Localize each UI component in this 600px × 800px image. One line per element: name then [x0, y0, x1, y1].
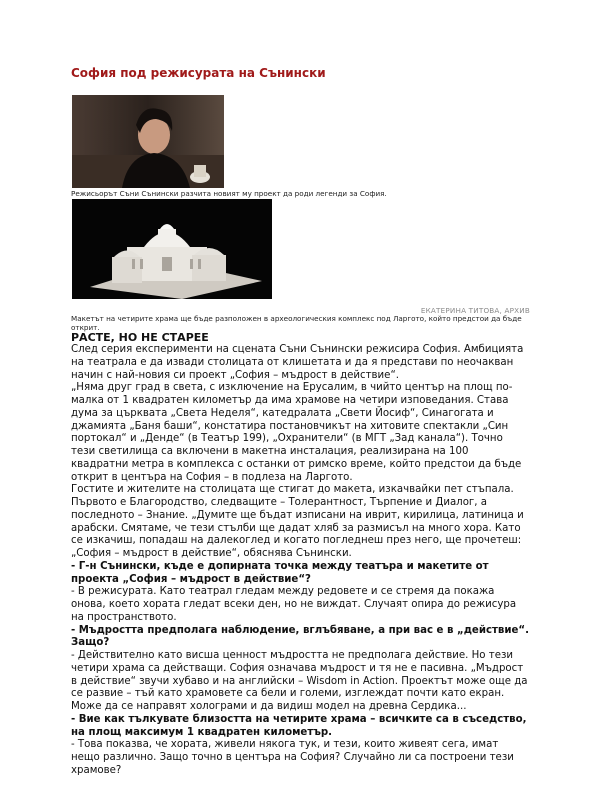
- photo-caption-1: Режисьорът Съни Сънински разчита новият му проект да роди легенди за София.: [71, 189, 387, 198]
- interview-answer: - Действително като висша ценност мъдростта не предполага действие. Но тези четири храма са действащи. София означава мъдрост и тя не е пасивна. „Мъдрост в действие“ звучи хубаво и на английски – Wisdom in Action. Проектът може още да се развие – тъй като храмовете са бели и големи, изглеждат почти като екран. Може да се направят холограми и да видиш модел на древна Сердика...: [71, 650, 528, 712]
- section-heading: РАСТЕ, НО НЕ СТАРЕЕ: [71, 331, 209, 344]
- interview-answer: - Това показва, че хората, живели някога тук, и тези, които живеят сега, имат нещо различно. Защо точно в центъра на София? Случайно ли са построени тези храмове?: [71, 739, 514, 776]
- photo-caption-2: Макетът на четирите храма ще бъде разположен в археологическия комплекс под Ларгото, който предстои да бъде открит.: [71, 314, 522, 332]
- interview-question: - Мъдростта предполага наблюдение, вглъбяване, а при вас е в „действие“. Защо?: [71, 624, 529, 649]
- interview-answer: - В режисурата. Като театрал гледам между редовете и се стремя да покажа онова, което хората гледат всеки ден, но не виждат. Случаят опира до режисура на пространството.: [71, 586, 517, 623]
- paragraph: „Няма друг град в света, с изключение на Ерусалим, в чийто център на площ по-малка от 1 квадратен километър да има храмове на четири изповедания. Става дума за църквата „Света Неделя“, катедралата „Свети Йосиф“, Синагогата и джамията „Баня баши“, констатира постановчикът на хитовите спектакли „Син портокал“ и „Денде“ (в Театър 199), „Охранители“ (в МГТ „Зад канала“). Точно тези светилища са включени в макетна инсталация, реализирана на 100 квадратни метра в комплекса с останки от римско време, който предстои да бъде открит в центъра на София – в подлеза на Ларгото.: [71, 382, 522, 483]
- director-photo-image: [72, 95, 224, 188]
- interview-question: - Г-н Сънински, къде е допирната точка между театъра и макетите от проекта „София – мъдрост в действие“?: [71, 560, 489, 585]
- paragraph: Гостите и жителите на столицата ще стигат до макета, изкачвайки пет стъпала. Първото е Благородство, следващите – Толерантност, Търпение и Диалог, а последното – Знание. „Думите ще бъдат изписани на иврит, кирилица, латиница и арабски. Смятаме, че тези стълби ще дадат хляб за размисъл на много хора. Като се изкачиш, попадаш на далекоглед и когато погледнеш през него, ще прочетеш: „София – мъдрост в действие“, обяснява Сънински.: [71, 484, 524, 559]
- article-title: София под режисурата на Сънински: [71, 66, 326, 80]
- temple-model-image: [72, 199, 272, 299]
- director-photo: [72, 95, 224, 188]
- photo-credit: ЕКАТЕРИНА ТИТОВА, АРХИВ: [420, 306, 530, 315]
- article-body: [71, 344, 529, 778]
- interview-question: - Вие как тълкувате близостта на четирите храма – всичките са в съседство, на площ максимум 1 квадратен километър.: [71, 713, 527, 738]
- temple-model-photo: [72, 199, 272, 299]
- paragraph: След серия експерименти на сцената Съни Сънински режисира София. Амбицията на театрала е да извади столицата от клишетата и да я представи по неочакван начин с най-новия си проект „София – мъдрост в действие“.: [71, 344, 524, 381]
